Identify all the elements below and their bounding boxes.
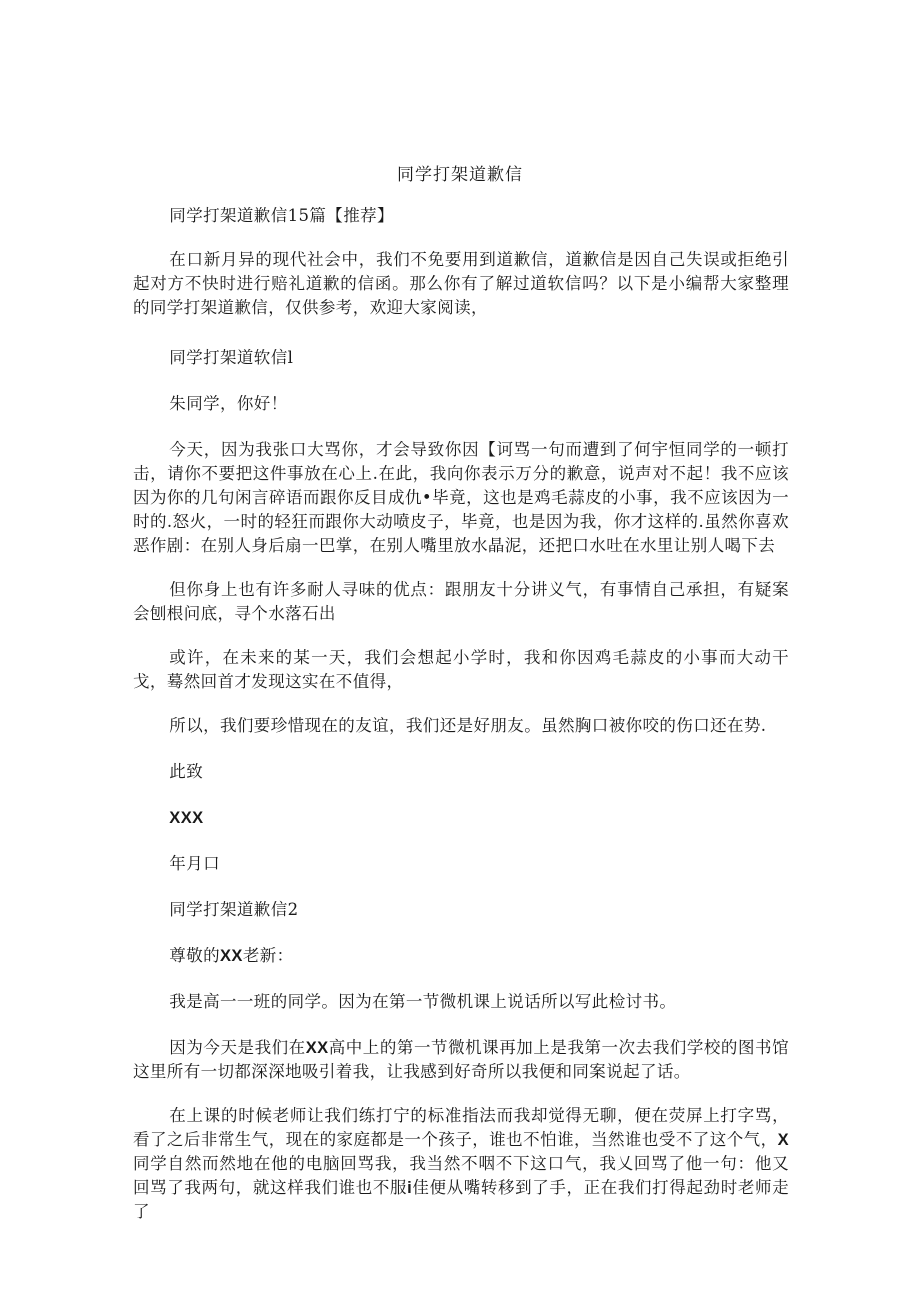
letter1-greeting: 朱同学，你好！: [169, 394, 288, 413]
para3-i: i: [407, 1179, 413, 1197]
letter1-date: 年月口: [169, 854, 220, 873]
greeting-suffix: 老新：: [242, 946, 294, 965]
para2-prefix: 因为今天是我们在: [169, 1038, 306, 1057]
document-body: [133, 204, 789, 1244]
letter1-heading: 同学打架道软信l: [169, 348, 294, 367]
letter2-greeting: [133, 944, 789, 968]
letter1-paragraph-4: 所以，我们要珍惜现在的友谊，我们还是好朋友。虽然胸口被你咬的伤口还在势.: [169, 716, 767, 735]
letter2-heading: 同学打架道歉信2: [169, 900, 299, 919]
para3-x: X: [777, 1131, 789, 1149]
letter2-paragraph-3: [133, 1104, 789, 1224]
para2-suffix: 高中上的第一节微机课再加上是我第一次去我们学校的图书馆这里所有一切都深深地吸引着我，让我感到好奇所以我便和同案说起了话。: [133, 1038, 789, 1081]
greeting-prefix: 尊敬的: [169, 946, 220, 965]
letter2-paragraph-2: [133, 1036, 789, 1084]
letter1-paragraph-3: 或许，在未来的某一天，我们会想起小学时，我和你因鸡毛蒜皮的小事而大动干戈，蓦然回首才发现这实在不值得，: [133, 648, 789, 691]
letter2-paragraph-1: 我是高一一班的同学。因为在第一节微机课上说话所以写此检讨书。: [169, 992, 677, 1011]
letter1-closing: 此致: [169, 762, 204, 781]
para3-part-a: 在上课的时候老师让我们练打宁的标准指法而我却觉得无聊，便在荧屏上打字骂，看了之后非常生气，现在的家庭都是一个孩子，谁也不怕谁，当然谁也受不了这个气，: [133, 1106, 789, 1149]
letter1-paragraph-2: 但你身上也有许多耐人寻味的优点：跟朋友十分讲义气，有事情自己承担，有疑案会刨根问底，寻个水落石出: [133, 580, 789, 623]
para2-name: XX: [305, 1039, 329, 1057]
document-subtitle: 同学打架道歉信15篇【推荐】: [169, 206, 394, 225]
para3-part-b: 同学自然而然地在他的电脑回骂我，我当然不咽不下这口气，我乂回骂了他一句：他又回骂了我两句，就这样我们谁也不服: [133, 1154, 789, 1197]
greeting-name: XX: [220, 947, 243, 965]
letter1-signature: XXX: [169, 809, 204, 827]
intro-paragraph: 在口新月异的现代社会中，我们不免要用到道歉信，道歉信是因自己失误或拒绝引起对方不快时进行赔礼道歉的信函。那么你有了解过道软信吗？以下是小编帮大家整理的同学打架道歉信，仅供参考，欢迎大家阅读，: [133, 250, 789, 317]
document-title: 同学打架道歉信: [397, 165, 523, 185]
letter1-paragraph-1: 今天，因为我张口大骂你，才会导致你因【诃骂一句而遭到了何宇恒同学的一顿打击，请你不要把这件事放在心上.在此，我向你表示万分的歉意，说声对不起！我不应该因为你的几句闲言碎语而跟你反目成仇•毕竟，这也是鸡毛蒜皮的小事，我不应该因为一时的.怒火，一时的轻狂而跟你大动喷皮子，毕竟，也是因为我，你才这样的.虽然你喜欢恶作剧：在别人身后扇一巴掌，在别人嘴里放水晶泥，还把口水吐在水里让别人喝下去: [133, 440, 789, 555]
para3-part-c: 佳便从嘴转移到了手，正在我们打得起劲时老师走了: [133, 1178, 789, 1221]
